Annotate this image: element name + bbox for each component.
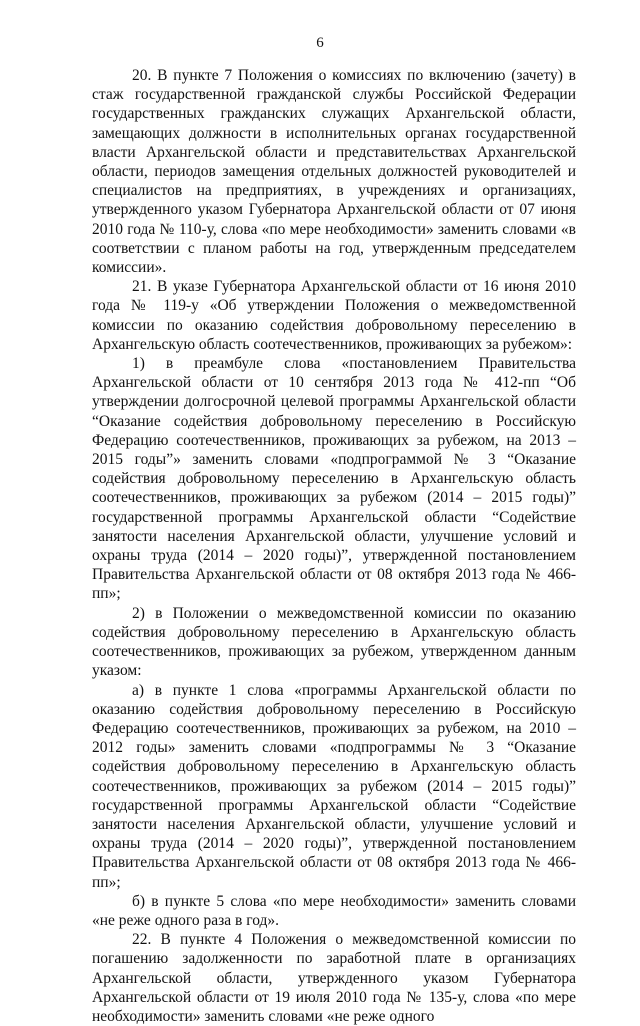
paragraph-subitem-a: а) в пункте 1 слова «программы Архангельской области по оказанию содействия добровольному переселению в Российскую Федерацию соотечественников, проживающих за рубежом, на 2010 – 2012 годы» заменить словами «подпрограммы № 3 “Оказание содействия добровольному переселению в Архангельскую область соотечественников, проживающих за рубежом (2014 – 2015 годы)” государственной программы Архангельской области “Содействие занятости населения Архангельской области, улучшение условий и охраны труда (2014 – 2020 годы)”, утвержденной постановлением Правительства Архангельской области от 08 октября 2013 года № 466-пп»; <box>92 681 576 891</box>
page-number: 6 <box>316 35 324 51</box>
paragraph-subitem-1: 1) в преамбуле слова «постановлением Правительства Архангельской области от 10 сентября 2013 года № 412-пп “Об утверждении долгосрочной целевой программы Архангельской области “Оказание содействия добровольному переселению в Российскую Федерацию соотечественников, проживающих за рубежом, на 2013 – 2015 годы”» заменить словами «подпрограммой № 3 “Оказание содействия добровольному переселению в Архангельскую область соотечественников, проживающих за рубежом (2014 – 2015 годы)” государственной программы Архангельской области “Содействие занятости населения Архангельской области, улучшение условий и охраны труда (2014 – 2020 годы)”, утвержденной постановлением Правительства Архангельской области от 08 октября 2013 года № 466-пп»; <box>92 355 576 603</box>
paragraph-item-22: 22. В пункте 4 Положения о межведомственной комиссии по погашению задолженности по заработной плате в организациях Архангельской области, утвержденного указом Губернатора Архангельской области от 19 июля 2010 года № 135-у, слова «по мере необходимости» заменить словами «не реже одного <box>92 931 576 1025</box>
paragraph-subitem-b: б) в пункте 5 слова «по мере необходимости» заменить словами «не реже одного раза в год». <box>92 892 576 929</box>
document-body <box>92 66 576 1026</box>
paragraph-item-20: 20. В пункте 7 Положения о комиссиях по включению (зачету) в стаж государственной гражданской службы Российской Федерации государственных гражданских служащих Архангельской области, замещающих должности в исполнительных органах государственной власти Архангельской области и представительствах Архангельской области, периодов замещения отдельных должностей руководителей и специалистов на предприятиях, в учреждениях и организациях, утвержденного указом Губернатора Архангельской области от 07 июня 2010 года № 110-у, слова «по мере необходимости» заменить словами «в соответствии с планом работы на год, утвержденным председателем комиссии». <box>92 67 576 277</box>
paragraph-item-21: 21. В указе Губернатора Архангельской области от 16 июня 2010 года № 119-у «Об утверждении Положения о межведомственной комиссии по оказанию содействия добровольному переселению в Архангельскую область соотечественников, проживающих за рубежом»: <box>92 278 576 353</box>
paragraph-subitem-2: 2) в Положении о межведомственной комиссии по оказанию содействия добровольному переселению в Архангельскую область соотечественников, проживающих за рубежом, утвержденном данным указом: <box>92 604 576 680</box>
